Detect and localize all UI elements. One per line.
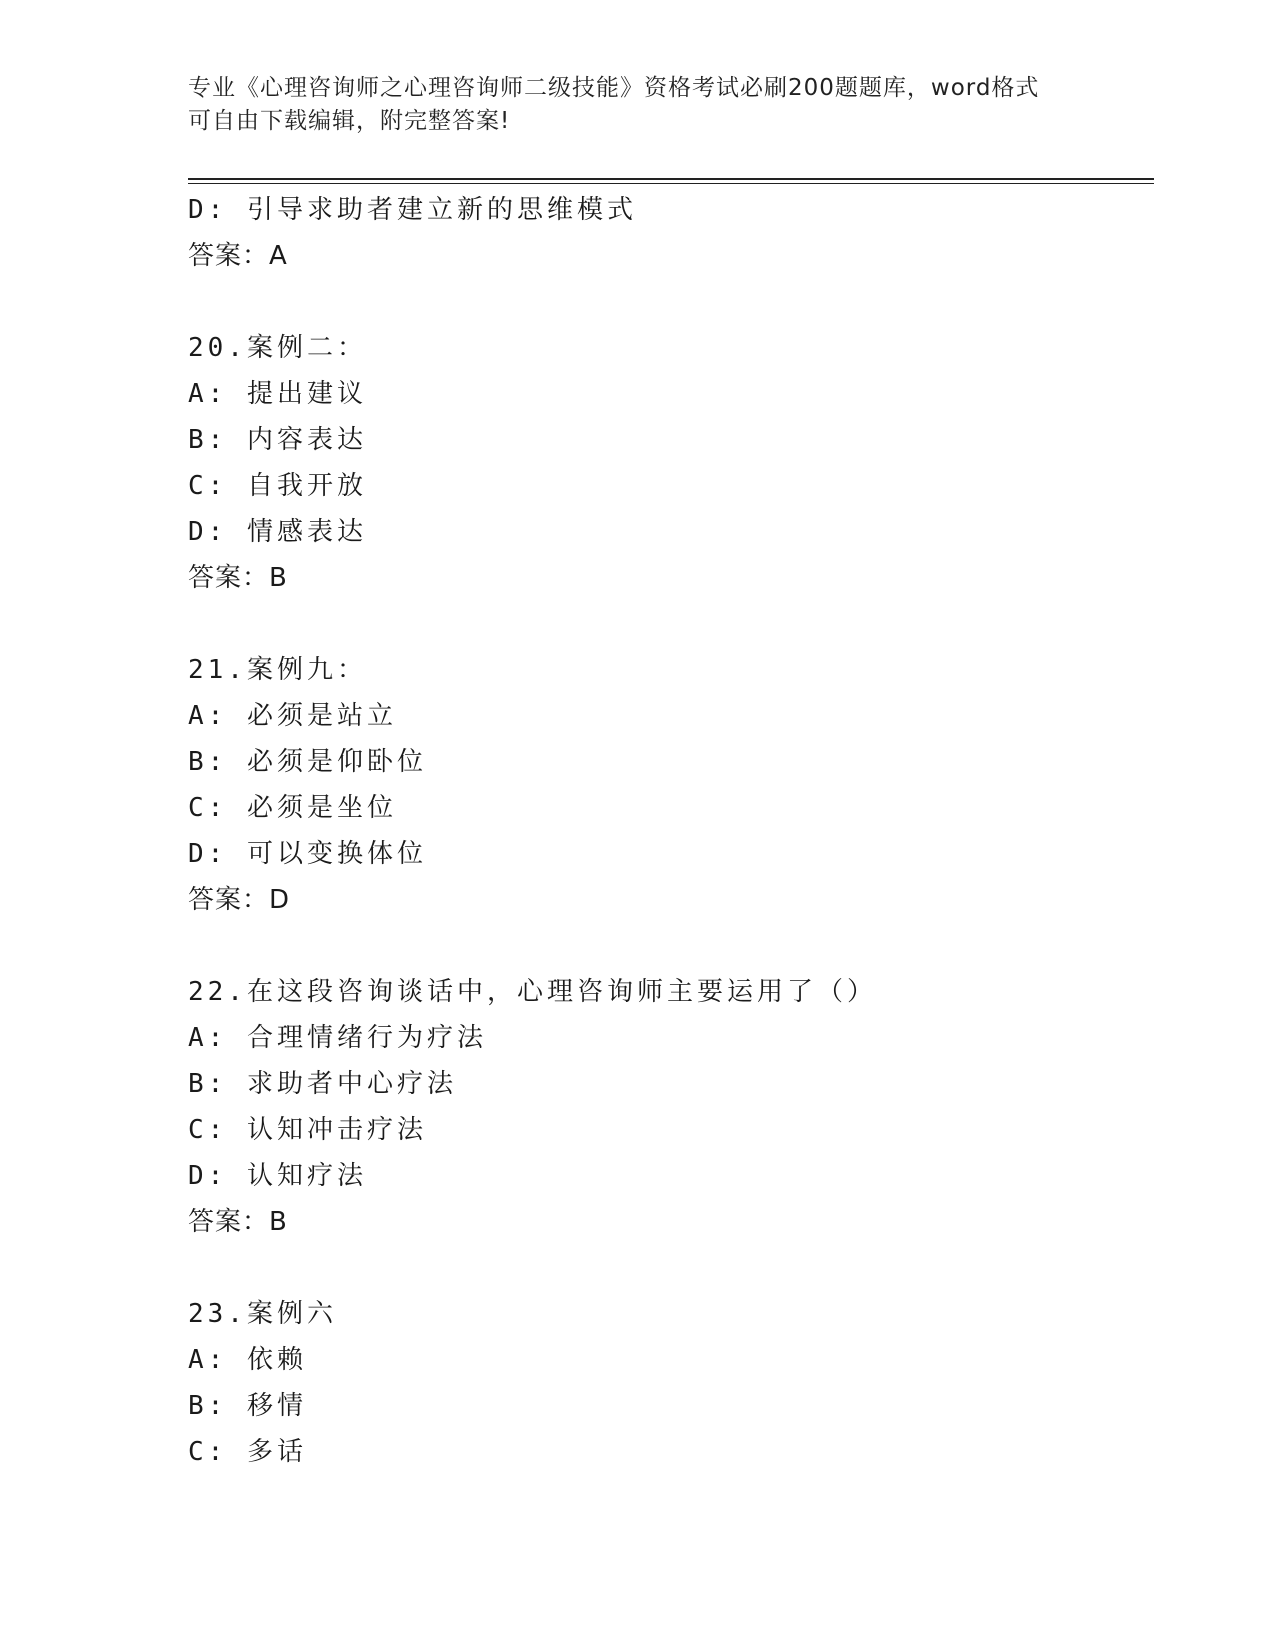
question-21 (188, 647, 1148, 923)
answer-label: 答案：D (188, 885, 291, 915)
question-22 (188, 969, 1148, 1245)
spacer (188, 923, 1148, 969)
option-d: D: 认知疗法 (188, 1161, 367, 1191)
option-b: B: 移情 (188, 1391, 307, 1421)
spacer (188, 601, 1148, 647)
header-line-1: 专业《心理咨询师之心理咨询师二级技能》资格考试必刷200题题库，word格式 (188, 75, 1040, 101)
document-header (188, 72, 1088, 138)
question-title: 23.案例六 (188, 1299, 337, 1329)
option-a: A: 合理情绪行为疗法 (188, 1023, 487, 1053)
spacer (188, 1245, 1148, 1291)
option-d: D: 引导求助者建立新的思维模式 (188, 195, 637, 225)
header-divider-thin (188, 183, 1154, 184)
option-c: C: 必须是坐位 (188, 793, 397, 823)
option-d: D: 情感表达 (188, 517, 367, 547)
option-c: C: 自我开放 (188, 471, 367, 501)
option-c: C: 多话 (188, 1437, 307, 1467)
spacer (188, 279, 1148, 325)
option-b: B: 求助者中心疗法 (188, 1069, 457, 1099)
question-23 (188, 1291, 1148, 1475)
option-a: A: 必须是站立 (188, 701, 397, 731)
answer-label: 答案：B (188, 1207, 288, 1237)
question-list (188, 187, 1148, 1475)
question-title: 21.案例九： (188, 655, 367, 685)
header-divider (188, 178, 1154, 180)
answer-label: 答案：A (188, 241, 288, 271)
question-title: 22.在这段咨询谈话中，心理咨询师主要运用了（） (188, 977, 877, 1007)
option-b: B: 必须是仰卧位 (188, 747, 427, 777)
option-b: B: 内容表达 (188, 425, 367, 455)
question-title: 20.案例二： (188, 333, 367, 363)
option-c: C: 认知冲击疗法 (188, 1115, 427, 1145)
option-a: A: 提出建议 (188, 379, 367, 409)
header-line-2: 可自由下载编辑，附完整答案! (188, 108, 511, 134)
option-d: D: 可以变换体位 (188, 839, 427, 869)
question-20 (188, 325, 1148, 601)
option-a: A: 依赖 (188, 1345, 307, 1375)
answer-label: 答案：B (188, 563, 288, 593)
question-19-tail (188, 187, 1148, 279)
